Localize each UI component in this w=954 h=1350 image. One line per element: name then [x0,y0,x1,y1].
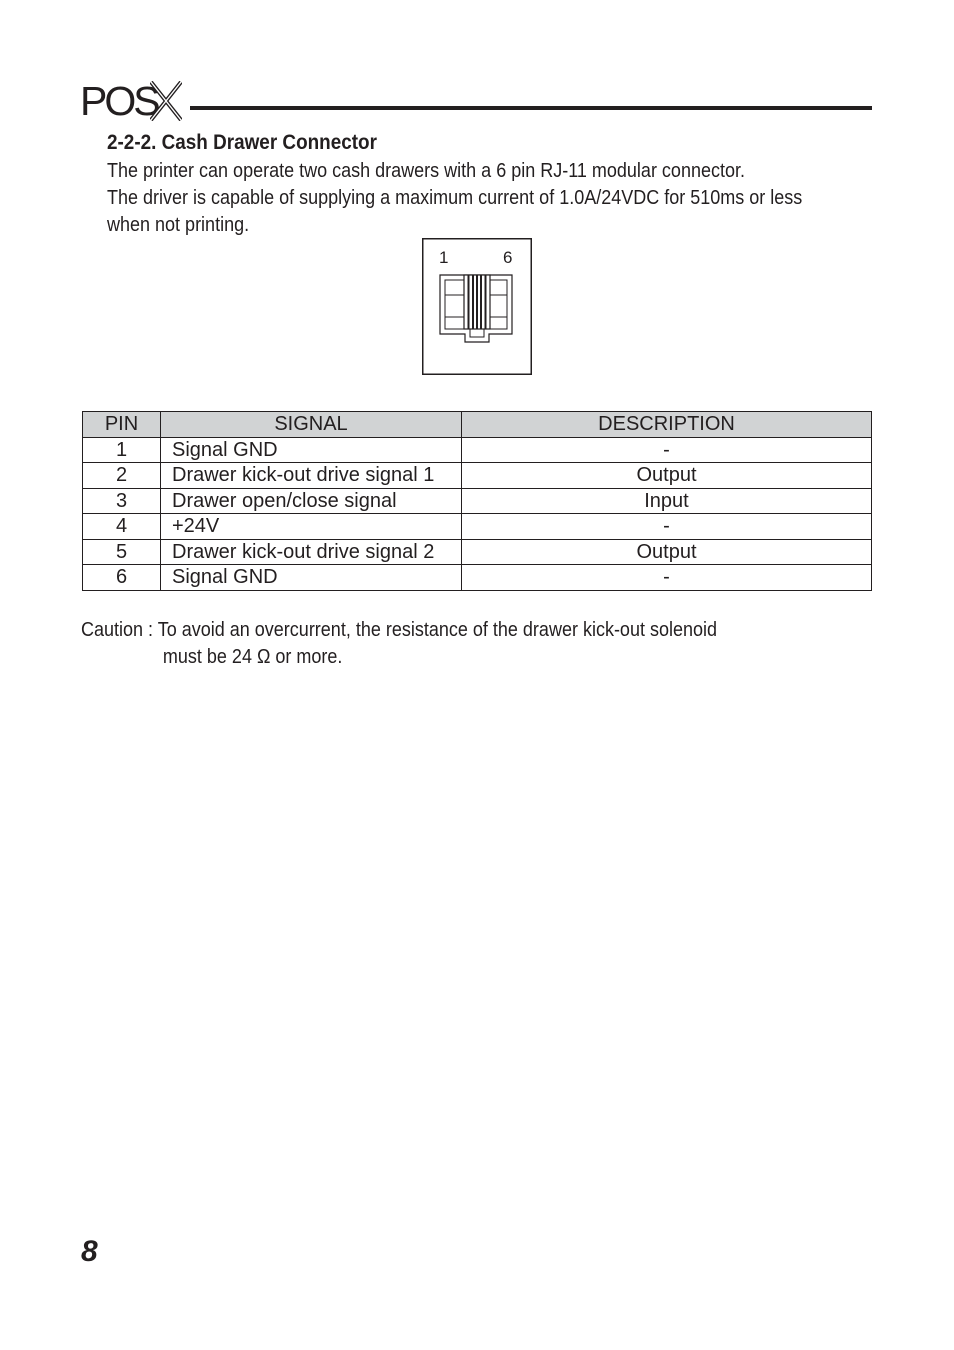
signal-text: +24V [172,515,220,538]
signal-text: Signal GND [172,438,278,461]
signal-cell [161,437,462,463]
caution-note [81,617,881,671]
pin-label-right: 6 [503,248,513,267]
header-description: DESCRIPTION [462,412,872,438]
pin-cell: 5 [83,539,161,565]
description-cell: Output [462,463,872,489]
logo-x-mark-icon [150,81,182,121]
description-cell: Input [462,488,872,514]
pin-cell: 2 [83,463,161,489]
table-row [83,514,872,540]
section-title: 2-2-2. Cash Drawer Connector [107,131,377,154]
intro-line: The printer can operate two cash drawers with a 6 pin RJ-11 modular connector. [107,160,746,182]
pin-cell: 6 [83,565,161,591]
posx-logo [80,78,184,124]
header-pin: PIN [83,412,161,438]
signal-cell [161,539,462,565]
caution-line: must be 24 Ω or more. [162,646,343,668]
pin-cell: 1 [83,437,161,463]
rj11-connector-diagram [422,238,532,375]
table-row [83,539,872,565]
table-row [83,565,872,591]
page-number: 8 [81,1235,98,1268]
logo-text: POS [80,78,158,124]
signal-text: Drawer kick-out drive signal 2 [172,540,435,563]
intro-line: The driver is capable of supplying a maximum current of 1.0A/24VDC for 510ms or less [107,187,803,209]
signal-cell [161,463,462,489]
table-row [83,437,872,463]
description-cell: Output [462,539,872,565]
pin-cell: 4 [83,514,161,540]
description-cell: - [462,437,872,463]
intro-text [107,158,907,239]
description-cell: - [462,514,872,540]
pin-cell: 3 [83,488,161,514]
table-row [83,488,872,514]
signal-cell [161,488,462,514]
header-signal: SIGNAL [161,412,462,438]
description-cell: - [462,565,872,591]
pin-assignment-table [82,411,872,591]
intro-line: when not printing. [107,214,250,236]
signal-cell [161,565,462,591]
pin-label-left: 1 [439,248,449,267]
signal-cell [161,514,462,540]
table-header-row [83,412,872,438]
signal-text: Drawer kick-out drive signal 1 [172,464,435,487]
caution-line: Caution : To avoid an overcurrent, the resistance of the drawer kick-out solenoid [81,619,718,641]
header-rule [190,106,872,110]
signal-text: Drawer open/close signal [172,489,397,512]
signal-text: Signal GND [172,566,278,589]
table-row [83,463,872,489]
